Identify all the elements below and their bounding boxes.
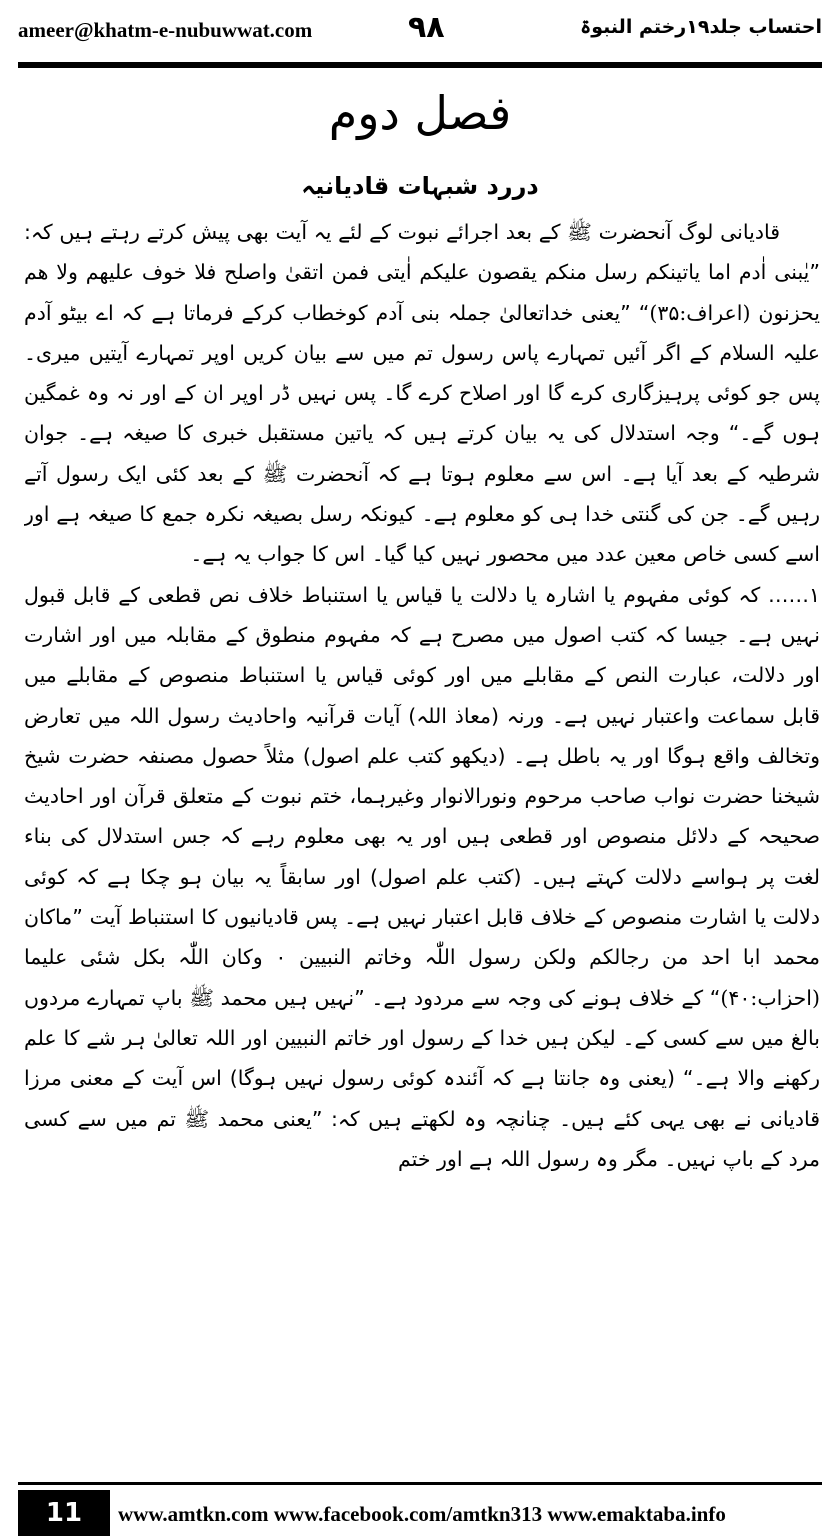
paragraph-text: “ ”یعنی خداتعالیٰ جملہ بنی آدم کوخطاب کرکے فرماتا ہے کہ اے بیٹو آدم علیہ السلام کے اگر آئیں تمہارے پاس رسول تم میں سے بیان کریں اوپر تمہارے آیتیں میری۔ پس جو کوئی پرہیزگاری کرے گا اور اصلاح کرے گا۔ پس نہیں ڈر اوپر ان کے اور نہ وہ غمگین ہوں گے۔“ وجہ استدلال کی یہ بیان کرتے ہیں کہ یاتین مستقبل خبری کا صیغہ ہے۔ جوان شرطیہ کے بعد آیا ہے۔ اس سے معلوم ہوتا ہے کہ آنحضرت ﷺ کے بعد کئی ایک رسول آتے رہیں گے۔ جن کی گنتی خدا ہی کو معلوم ہے۔ کیونکہ رسل بصیغہ نکرہ جمع کا صیغہ ہے اور اسے کسی خاص معین عدد میں محصور نہیں کیا گیا۔ اس کا جواب یہ ہے۔ xyxy=(24,300,820,567)
footer-page-tag: 11 xyxy=(18,1490,110,1536)
section-title: دررد شبہات قادیانیہ xyxy=(301,172,539,200)
paragraph xyxy=(24,212,820,575)
header-email[interactable]: ameer@khatm-e-nubuwwat.com xyxy=(18,18,313,42)
quran-verse: یٰبنی اٰدم اما یاتینکم رسل منکم یقصون علیکم اٰیتی فمن اتقیٰ واصلح فلا خوف علیھم ولا ھم یحزنون (اعراف:۳۵) xyxy=(24,260,820,325)
header-divider xyxy=(18,62,822,68)
header-book-title: احتساب جلد۱۹رختم النبوۃ xyxy=(580,16,822,38)
page-header xyxy=(18,10,822,50)
footer-divider xyxy=(18,1482,822,1485)
paragraph-text: “ کے خلاف ہونے کی وجہ سے مردود ہے۔ ”نہیں ہیں محمد ﷺ باپ تمہارے مردوں بالغ میں سے کسی کے۔ لیکن ہیں خدا کے رسول اور خاتم النبیین اور اللہ تعالیٰ ہر شے کا علم رکھنے والا ہے۔“ (یعنی وہ جانتا ہے کہ آئندہ کوئی رسول نہیں ہوگا) اس آیت کے معنی مرزا قادیانی نے بھی یہی کئے ہیں۔ چنانچہ وہ لکھتے ہیں کہ: ”یعنی محمد ﷺ تم میں سے کسی مرد کے باپ نہیں۔ مگر وہ رسول اللہ ہے اور ختم xyxy=(24,985,820,1171)
quran-verse: ماکان محمد ابا احد من رجالکم ولکن رسول اللّٰہ وخاتم النبیین ۰ وکان اللّٰہ بکل شئی علیما (احزاب:۴۰) xyxy=(24,905,820,1010)
chapter-title: فصل دوم xyxy=(328,86,512,140)
paragraph-text: ۱…… کہ کوئی مفہوم یا اشارہ یا دلالت یا قیاس یا استنباط خلاف نص قطعی کے قابل قبول نہیں ہے۔ جیسا کہ کتب اصول میں مصرح ہے کہ مفہوم منطوق کے مقابلہ میں اور اشارت اور دلالت، عبارت النص کے مقابلے میں اور کوئی قیاس یا استنباط منصوص کے مقابلے میں قابل سماعت واعتبار نہیں ہے۔ ورنہ (معاذ اللہ) آیات قرآنیہ واحادیث رسول اللہ میں تعارض وتخالف واقع ہوگا اور یہ باطل ہے۔ (دیکھو کتب علم اصول) مثلاً حصول مصنفہ حضرت شیخ شیخنا حضرت نواب صاحب مرحوم ونورالانوار وغیرہما، ختم نبوت کے متعلق قرآن اور احادیث صحیحہ کے دلائل منصوص اور قطعی ہیں اور یہ بھی معلوم رہے کہ جس استدلال کی بناء لغت پر ہواسے دلالت کہتے ہیں۔ (کتب علم اصول) اور سابقاً یہ بیان ہو چکا ہے کہ کوئی دلالت یا اشارت منصوص کے خلاف قابل اعتبار نہیں ہے۔ پس قادیانیوں کا استنباط آیت ” xyxy=(24,582,820,930)
header-page-number: ۹۸ xyxy=(408,10,445,45)
paragraph xyxy=(24,575,820,1179)
footer-links[interactable]: www.amtkn.com www.facebook.com/amtkn313 www.emaktaba.info xyxy=(118,1502,726,1526)
paragraph-text: قادیانی لوگ آنحضرت ﷺ کے بعد اجرائے نبوت کے لئے یہ آیت بھی پیش کرتے رہتے ہیں کہ: ” xyxy=(24,220,820,285)
body-text xyxy=(24,212,820,1462)
